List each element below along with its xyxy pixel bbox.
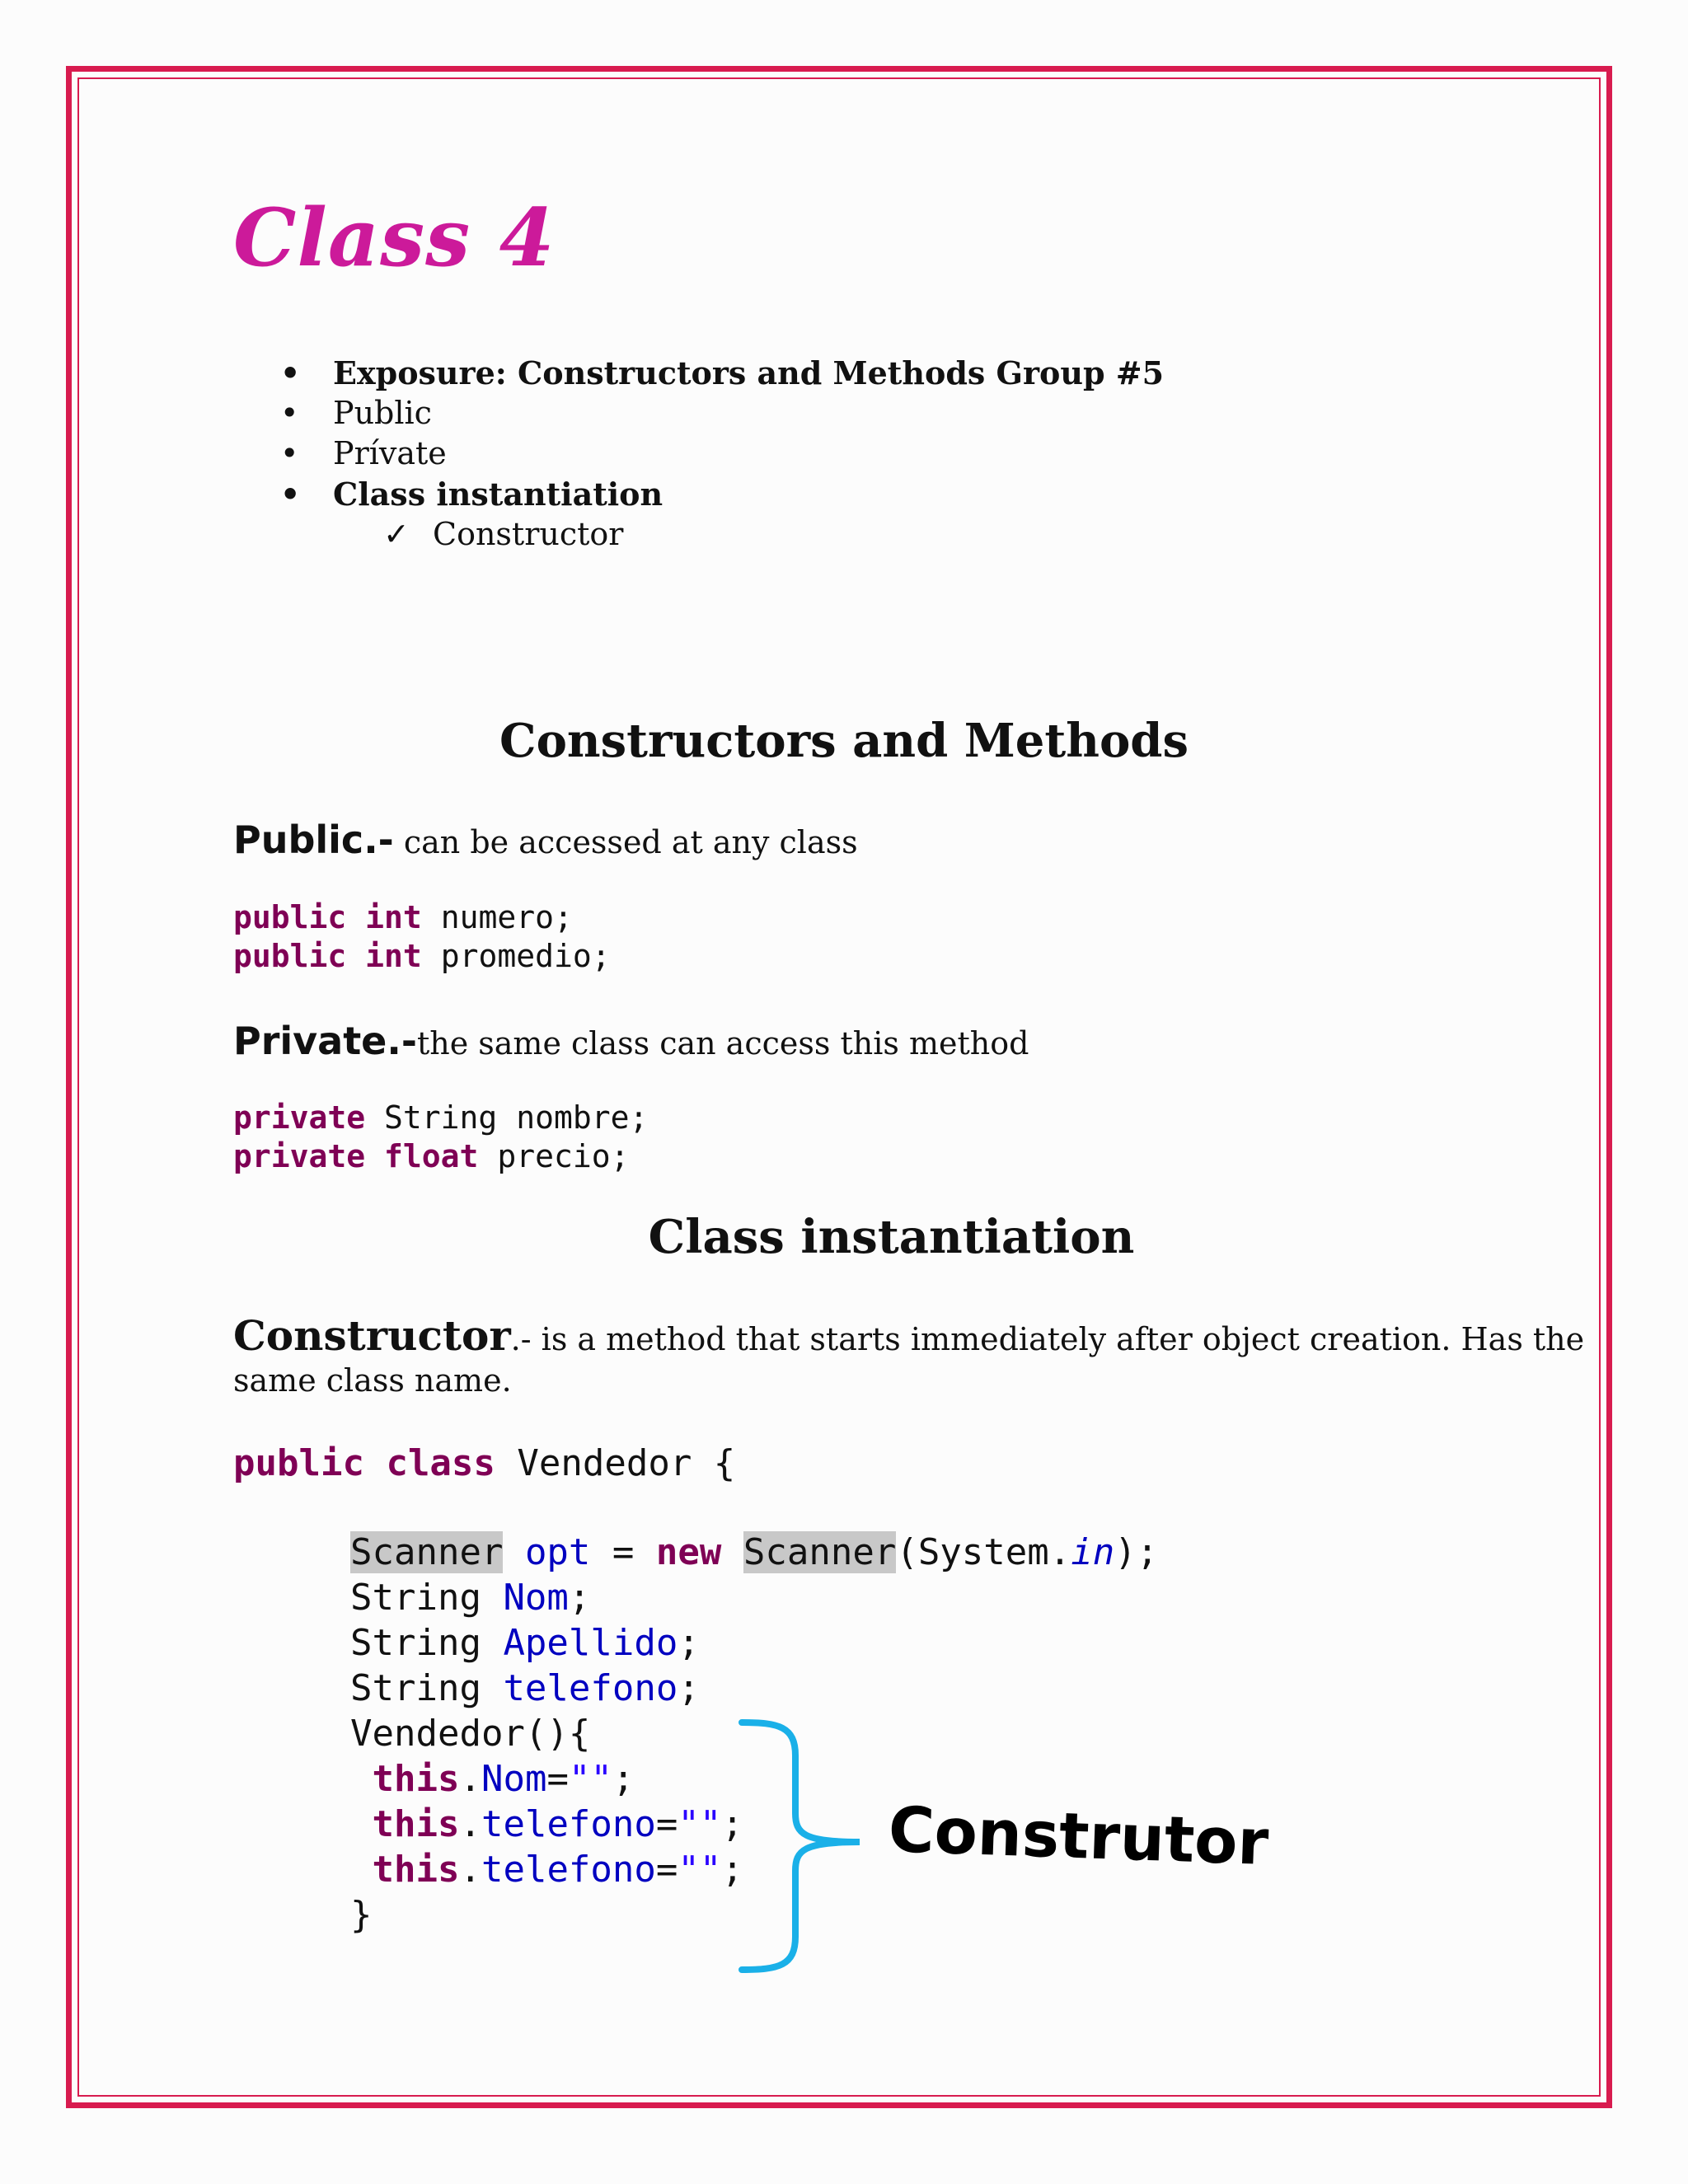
private-description: the same class can access this method — [416, 1025, 1029, 1062]
bullet-item — [280, 434, 1164, 474]
page-title: Class 4 — [233, 191, 556, 284]
curly-brace-icon — [738, 1718, 870, 1974]
constructor-annotation: Construtor — [887, 1793, 1270, 1880]
code-line: this.telefono=""; — [372, 1849, 743, 1891]
bullet-text: Exposure: Constructors and Methods Group #5 — [333, 354, 1165, 391]
bullet-list — [280, 353, 1164, 555]
public-term: Public.- — [233, 818, 394, 862]
bullet-dot-icon: • — [280, 395, 299, 431]
code-line: } — [350, 1894, 373, 1936]
code-line: String Nom; — [350, 1577, 591, 1619]
code-line: Scanner opt = new Scanner(System.in); — [350, 1531, 1159, 1573]
bullet-dot-icon: • — [280, 435, 299, 471]
bullet-item — [280, 353, 1164, 393]
private-definition — [233, 1019, 1029, 1063]
code-line: public int numero; — [233, 899, 573, 935]
section-heading-constructors-methods: Constructors and Methods — [499, 714, 1189, 768]
public-description: can be accessed at any class — [393, 824, 858, 860]
constructor-description-cont: same class name. — [233, 1362, 512, 1399]
bullet-dot-icon: • — [280, 354, 301, 391]
bullet-dot-icon: • — [280, 476, 301, 513]
constructor-description: .- is a method that starts immediately after object creation. Has the — [510, 1321, 1585, 1357]
constructor-term: Constructor — [233, 1311, 511, 1360]
code-line: Vendedor(){ — [350, 1713, 591, 1755]
sub-bullet-item — [280, 514, 1164, 555]
private-term: Private.- — [233, 1019, 417, 1063]
code-line: String Apellido; — [350, 1622, 700, 1664]
public-definition — [233, 818, 858, 862]
section-heading-class-instantiation: Class instantiation — [648, 1210, 1135, 1264]
bullet-text: Prívate — [333, 435, 447, 471]
bullet-text: Public — [333, 395, 432, 431]
bullet-item — [280, 393, 1164, 434]
code-line: this.Nom=""; — [372, 1758, 635, 1800]
code-line: private float precio; — [233, 1138, 630, 1174]
code-line: private String nombre; — [233, 1099, 649, 1136]
class-declaration-line: public class Vendedor { — [233, 1442, 736, 1484]
private-code-block — [233, 1099, 648, 1176]
code-line: this.telefono=""; — [372, 1803, 743, 1845]
constructor-definition — [233, 1311, 1585, 1401]
code-line: String telefono; — [350, 1667, 700, 1709]
checkmark-icon: ✓ — [383, 516, 410, 552]
bullet-text: Class instantiation — [333, 476, 663, 513]
sub-bullet-text: Constructor — [433, 516, 624, 552]
code-line: public int promedio; — [233, 938, 611, 974]
bullet-item — [280, 474, 1164, 514]
public-code-block — [233, 898, 611, 976]
